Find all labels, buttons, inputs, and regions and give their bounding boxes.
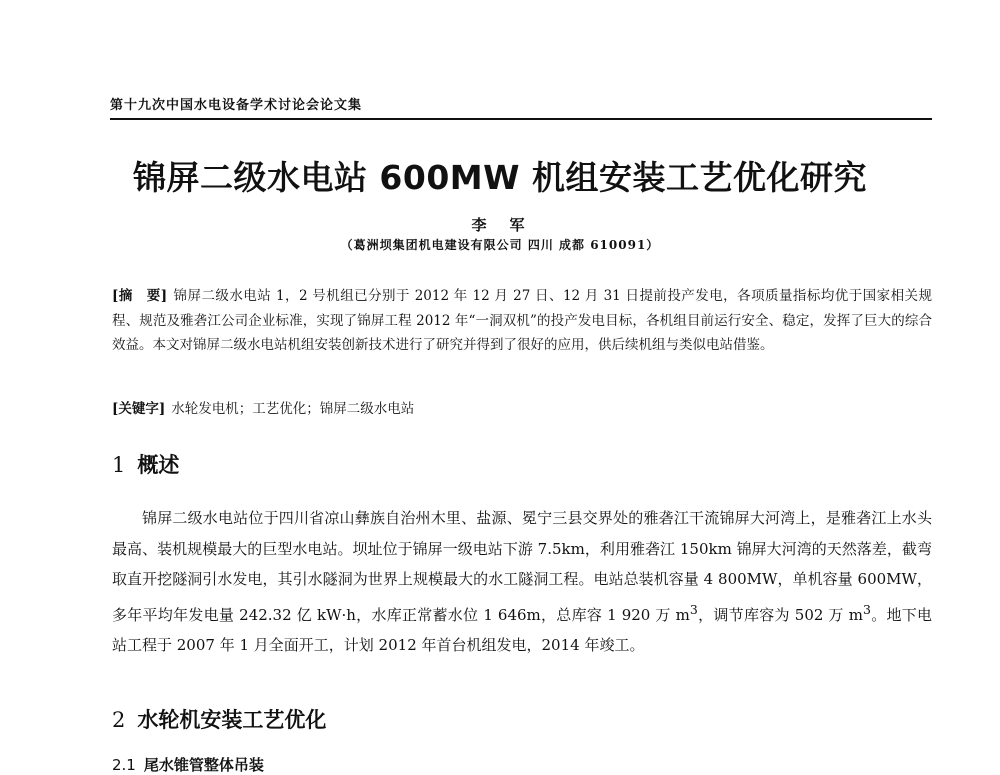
- section-1-heading: [112, 449, 179, 479]
- abstract-text: 锦屏二级水电站 1，2 号机组已分别于 2012 年 12 月 27 日、12 月 31 日提前投产发电，各项质量指标均优于国家相关规程、规范及雅砻江公司企业标准，实现了锦屏工程 2012 年“一洞双机”的投产发电目标，各机组目前运行安全、稳定，发挥了巨大的综合效益。本文对锦屏二级水电站机组安装创新技术进行了研究并得到了很好的应用，供后续机组与类似电站借鉴。: [112, 288, 932, 353]
- section-1-paragraph: [112, 503, 932, 661]
- paragraph-part-3: 。地下电站工程于 2007 年 1 月全面开工，计划 2012 年首台机组发电，2014 年竣工。: [112, 605, 932, 654]
- paragraph-part-1: 锦屏二级水电站位于四川省凉山彝族自治州木里、盐源、冕宁三县交界处的雅砻江干流锦屏大河湾上，是雅砻江上水头最高、装机规模最大的巨型水电站。坝址位于锦屏一级电站下游 7.5km，利用雅砻江 150km 锦屏大河湾的天然落差，截弯取直开挖隧洞引水发电，其引水隧洞为世界上规模最大的水工隧洞工程。电站总装机容量 4 800MW，单机容量 600MW，多年平均年发电量 242.32 亿 kW·h，水库正常蓄水位 1 646m，总库容 1 920 万 m: [112, 509, 932, 624]
- keywords-label: [关键字]: [112, 401, 166, 417]
- section-2-heading: [112, 704, 326, 734]
- paragraph-part-2: ，调节库容为 502 万 m: [697, 605, 863, 624]
- keywords-text: 水轮发电机；工艺优化；锦屏二级水电站: [171, 401, 415, 417]
- running-header: 第十九次中国水电设备学术讨论会论文集: [110, 98, 363, 113]
- keywords: [112, 398, 932, 420]
- section-2-number: 2: [112, 708, 126, 732]
- affiliation: （葛洲坝集团机电建设有限公司 四川 成都 610091）: [340, 238, 660, 252]
- header-rule: [110, 118, 932, 120]
- section-1-title: 概述: [137, 453, 180, 477]
- abstract: [112, 284, 932, 358]
- paper-title: 锦屏二级水电站 600MW 机组安装工艺优化研究: [132, 158, 868, 197]
- author: 李 军: [471, 216, 529, 234]
- abstract-label: [摘 要]: [112, 288, 168, 304]
- section-2-1-number: 2.1: [112, 756, 136, 774]
- superscript-cubic-1: 3: [689, 601, 698, 617]
- superscript-cubic-2: 3: [862, 601, 871, 617]
- section-2-title: 水轮机安装工艺优化: [137, 708, 327, 732]
- section-2-1-heading: [112, 754, 264, 775]
- section-2-1-title: 尾水锥管整体吊装: [143, 756, 264, 774]
- section-1-number: 1: [112, 453, 126, 477]
